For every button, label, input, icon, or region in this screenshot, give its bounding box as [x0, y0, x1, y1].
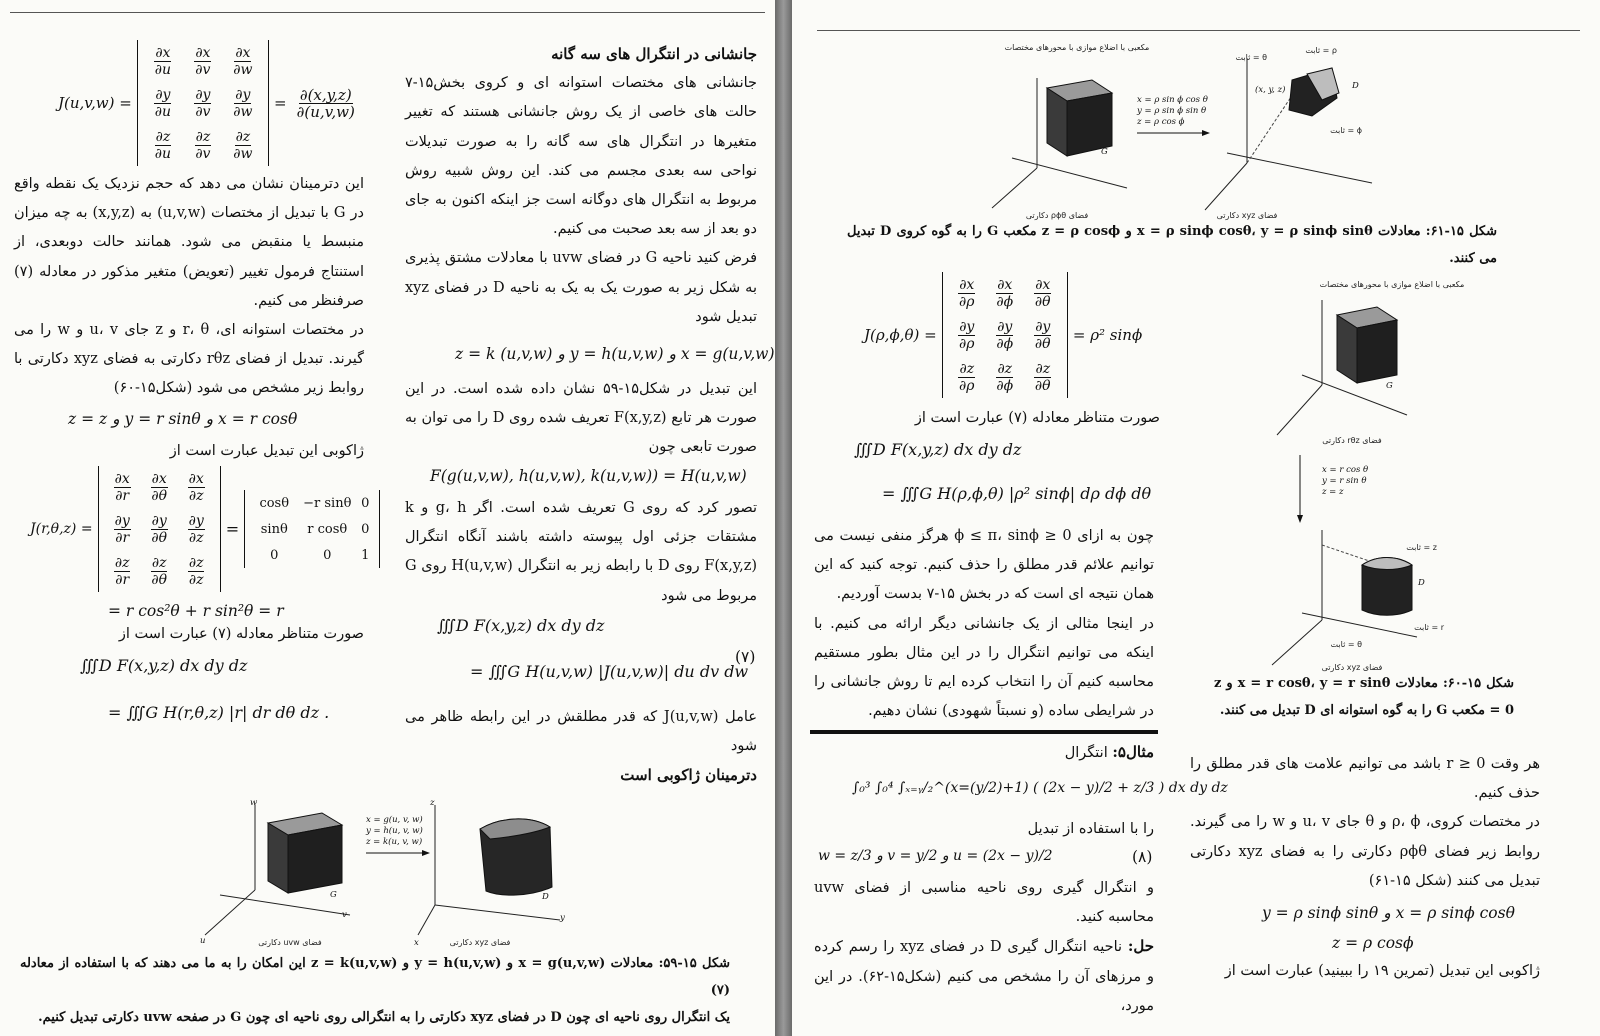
figure-15-60	[1262, 275, 1562, 675]
example-integral: ∫₀³ ∫₀⁴ ∫ₓ₌ᵧ/₂^(x=(y/2)+1) ( (2x − y)/2 + z/3 ) dx dy dz	[852, 780, 1228, 796]
example-label: مثال۵:	[1112, 743, 1154, 761]
example-text: انتگرال	[1064, 745, 1108, 761]
label-D: D	[1352, 81, 1359, 91]
paragraph: فرض کنید ناحیه G در فضای uvw با معادلات مشتق پذیری به شکل زیر به صورت یک به یک به ناحیه D در فضای xyz تبدیل شود	[405, 250, 758, 325]
equation-7-line2: = ∭G H(u,v,w) |J(u,v,w)| du dv dw	[470, 662, 749, 681]
partial-derivative: $\frac{\partial z}{\partial\theta}$	[151, 554, 167, 588]
space-xyz-label: فضای xyz دکارتی	[1216, 211, 1278, 220]
paragraph: در اینجا مثالی از یک جانشانی دیگر ارائه می کنیم. با اینکه می توانیم انتگرال را در این مثال بطور مستقیم محاسبه کنیم آن را انتخاب کرده ایم تا روش جانشانی را در شرایطی ساده (و نسبتاً شهودی) نشان دهیم.	[814, 615, 1154, 720]
paragraph: این تبدیل در شکل۱۵-۵۹ نشان داده شده است. در این صورت هر تابع F(x,y,z) تعریف شده روی D را می توان به صورت تابعی چون	[405, 381, 757, 456]
label-D: D	[542, 892, 549, 902]
jacobian-cylindrical: J(r,θ,z) = $\frac{\partial x}{\partial r}$ $\frac{\partial x}{\partial\theta}$ $\frac{\partial x}{\partial z}$ $\frac{\partial y}{\partial r}$ $\frac{\partial y}{\partial\theta}$ $\frac{\partial y}{\partial z}$ $\frac{\partial z}{\partial r}$ $\frac{\partial z}{\partial\theta}$ $\frac{\partial z}{\partial z}$ = cosθ −r sinθ 0 sinθ r cosθ 0 0 0 1	[30, 466, 380, 592]
partial-derivative: $\frac{\partial y}{\partial w}$	[233, 86, 253, 120]
partial-derivative: $\frac{\partial x}{\partial\theta}$	[151, 470, 167, 504]
partial-derivative: $\frac{\partial y}{\partial r}$	[114, 512, 130, 546]
paragraph: صورت متناظر معادله (۷) عبارت است از	[914, 410, 1160, 426]
caption-line: یک انتگرال روی ناحیه ای چون D در فضای xyz دکارتی را به انتگرالی روی ناحیه ای چون G در صفحه uvw دکارتی تبدیل کنیم.	[38, 1010, 730, 1025]
jacobian-rhs	[297, 87, 355, 120]
partial-derivative: $\frac{\partial z}{\partial u}$	[154, 128, 172, 162]
paragraph-block	[405, 494, 757, 611]
jacobian-values	[244, 490, 380, 568]
page-gutter	[775, 0, 792, 1036]
jacobian-matrix	[942, 272, 1068, 398]
const-theta: θ = ثابت	[1235, 53, 1267, 62]
paragraph-block	[14, 437, 364, 466]
partial-derivative: $\frac{\partial y}{\partial u}$	[154, 86, 172, 120]
space-uvw-label: فضای uvw دکارتی	[258, 938, 322, 947]
paragraph: ژاکوبی این تبدیل عبارت است از	[169, 443, 364, 459]
paragraph-block	[405, 375, 757, 463]
figure-note: مکعبی با اضلاع موازی با محورهای مختصات	[1004, 43, 1150, 52]
equation-number: (۸)	[1132, 848, 1153, 866]
matrix-entry: 0	[323, 547, 332, 563]
matrix-entry: 0	[361, 495, 370, 511]
equation-7-line1: ∭D F(x,y,z) dx dy dz	[437, 616, 605, 635]
jacobian-lhs: J(u,v,w) =	[58, 94, 132, 112]
space-xyz-label: فضای xyz دکارتی	[449, 938, 511, 947]
paragraph-block	[814, 522, 1154, 726]
paragraph-block	[405, 703, 757, 791]
partial-derivative: $\frac{\partial z}{\partial\rho}$	[959, 360, 975, 394]
partial-derivative: $\frac{\partial x}{\partial\theta}$	[1034, 276, 1051, 310]
matrix-entry: 0	[361, 521, 370, 537]
equation-sph-integral-1: ∭D F(x,y,z) dx dy dz	[854, 440, 1022, 459]
matrix-entry: 0	[270, 547, 279, 563]
paragraph	[814, 932, 1154, 1021]
jacobian-result: = r cos²θ + r sin²θ = r	[108, 602, 284, 620]
partial-derivative: $\frac{\partial y}{\partial\theta}$	[1034, 318, 1051, 352]
space-rtz-label: فضای rθz دکارتی	[1322, 436, 1382, 445]
section-title: جانشانی در انتگرال های سه گانه	[551, 45, 757, 63]
matrix-entry: 1	[361, 547, 370, 563]
mapping-line: z = ρ cos ϕ	[1137, 117, 1185, 127]
paragraph: ژاکوبی این تبدیل (تمرین ۱۹ را ببینید) عبارت است از	[1224, 963, 1540, 979]
partial-derivative: $\frac{\partial y}{\partial v}$	[195, 86, 211, 120]
label-G: G	[1386, 381, 1393, 391]
point-label: (x, y, z)	[1255, 85, 1286, 95]
paragraph: صورت متناظر معادله (۷) عبارت است از	[118, 626, 364, 642]
mapping-line: x = ρ sin ϕ cos θ	[1137, 95, 1208, 105]
paragraph-block	[14, 620, 364, 649]
jacobian-spherical	[864, 272, 1142, 398]
equation-8: w = z/3 و v = y/2 و u = (2x − y)/2	[818, 848, 1053, 864]
partial-derivative: $\frac{\partial x}{\partial\rho}$	[959, 276, 975, 310]
label-D: D	[1418, 578, 1425, 588]
figure-note: مکعبی با اضلاع موازی با محورهای مختصات	[1319, 280, 1465, 289]
mapping-line: x = g(u, v, w)	[366, 815, 423, 825]
jacobian-lhs: J(r,θ,z) =	[30, 521, 93, 537]
equation-cyl-integral-2: = ∭G H(r,θ,z) |r| dr dθ dz .	[108, 703, 330, 722]
partial-derivative: $\frac{\partial z}{\partial r}$	[114, 554, 130, 588]
space-rpt-label: فضای ρϕθ دکارتی	[1025, 211, 1089, 220]
partial-derivative: $\frac{\partial y}{\partial z}$	[188, 512, 204, 546]
paragraph: و انتگرال گیری روی ناحیه مناسبی از فضای uvw محاسبه کنید.	[814, 880, 1154, 926]
jacobian-rhs-den: ∂(u,v,w)	[296, 102, 355, 121]
label-G: G	[1101, 147, 1108, 157]
mapping-line: y = r sin θ	[1322, 476, 1367, 486]
matrix-entry: cosθ	[259, 495, 290, 511]
solution-label: حل:	[1127, 937, 1155, 956]
paragraph: عامل J(u,v,w) که قدر مطلقش در این رابطه ظاهر می شود	[405, 709, 757, 755]
mapping-line: z = z	[1322, 487, 1344, 497]
equation-sph-1: y = ρ sinϕ sinθ و x = ρ sinϕ cosθ	[1262, 904, 1515, 922]
solution-text: ناحیه انتگرال گیری D در فضای xyz را رسم کرده و مرزهای آن را مشخص می کنیم (شکل۱۵-۶۲). در این مورد،	[814, 939, 1155, 1014]
figure-15-61	[977, 38, 1497, 223]
paragraph-block	[1190, 750, 1540, 896]
const-theta: θ = ثابت	[1330, 640, 1362, 649]
partial-derivative: $\frac{\partial x}{\partial z}$	[188, 470, 204, 504]
header-rule	[817, 30, 1580, 31]
partial-derivative: $\frac{\partial x}{\partial\phi}$	[996, 276, 1014, 310]
axis-w-label: w	[250, 798, 258, 808]
axis-v-label: v	[342, 910, 347, 920]
matrix-entry: −r sinθ	[303, 495, 352, 511]
figure-15-59	[190, 795, 600, 955]
mapping-line: x = r cos θ	[1322, 465, 1369, 475]
equation-number: (۷)	[735, 648, 756, 666]
paragraph: در مختصات استوانه ای، r، θ و z جای u، v و w را می گیرند. تبدیل از فضای rθz دکارتی به فضای xyz دکارتی با روابط زیر مشخص می شود (شکل۱۵-۶۰)	[14, 322, 364, 397]
mapping-line: z = k(u, v, w)	[366, 837, 423, 847]
partial-derivative: $\frac{\partial z}{\partial w}$	[233, 128, 253, 162]
jacobian-matrix	[98, 466, 221, 592]
caption-15-60: شکل ۱۵-۶۰: معادلات x = r cosθ، y = r sinθ و z = 0 مکعب G را به گوه استوانه ای D تبدیل می کنند.	[1214, 676, 1514, 718]
axis-y-label: y	[560, 913, 565, 923]
partial-derivative: $\frac{\partial z}{\partial\phi}$	[996, 360, 1014, 394]
equation-compose: F(g(u,v,w), h(u,v,w), k(u,v,w)) = H(u,v,w)	[430, 467, 747, 485]
partial-derivative: $\frac{\partial y}{\partial\theta}$	[151, 512, 167, 546]
axis-u-label: u	[200, 936, 206, 946]
axis-x-label: x	[414, 938, 419, 948]
caption-15-61: شکل ۱۵-۶۱: معادلات x = ρ sinϕ cosθ، y = ρ sinϕ sinθ و z = ρ cosϕ مکعب G را به گوه کروی D تبدیل می کنند.	[847, 224, 1497, 266]
equation-transform: z = k (u,v,w) و y = h(u,v,w) و x = g(u,v,w)	[455, 345, 775, 363]
paragraph: این دترمینان نشان می دهد که حجم نزدیک یک نقطه واقع در G با تبدیل از مختصات (u,v,w) به (x,y,z) به چه میزان منبسط یا منقبض می شود. همانند حالت دوبعدی، از استنتاج فرمول تغییر (تعویض) متغیر مذکور در معادله (۷) صرفنظر می کنیم.	[14, 176, 364, 309]
partial-derivative: $\frac{\partial y}{\partial\phi}$	[996, 318, 1014, 352]
equation-cyl-integral-1: ∭D F(x,y,z) dx dy dz	[80, 656, 248, 675]
partial-derivative: $\frac{\partial z}{\partial z}$	[188, 554, 204, 588]
caption-line: شکل ۱۵-۵۹: معادلات x = g(u,v,w) و y = h(u,v,w) و z = k(u,v,w) این امکان را به ما می دهند که با استفاده از معادله (۷)	[20, 956, 730, 998]
partial-derivative: $\frac{\partial x}{\partial r}$	[114, 470, 130, 504]
const-phi: ϕ = ثابت	[1330, 126, 1362, 135]
jacobian-lhs: J(ρ,ϕ,θ) =	[864, 326, 937, 344]
label-G: G	[330, 890, 337, 900]
paragraph-block	[814, 874, 1154, 1021]
paragraph-block	[814, 815, 1154, 844]
partial-derivative: $\frac{\partial z}{\partial v}$	[195, 128, 211, 162]
const-z: z = ثابت	[1406, 543, 1437, 552]
paragraph: هر وقت r ≥ 0 باشد می توانیم علامت های قدر مطلق را حذف کنیم.	[1190, 756, 1540, 802]
example-rule	[810, 730, 1158, 734]
right-page	[792, 0, 1600, 1036]
paragraph: جانشانی های مختصات استوانه ای و کروی بخش۱۵-۷ حالت های خاصی از یک روش جانشانی هستند که تغییر متغیرها در انتگرال های سه گانه را به صورت تبدیلات نواحی سه بعدی مجسم می کند. این روش شبیه روش مربوط به انتگرال های دوگانه است جز اینکه اکنون به جای دو بعد از سه بعد صحبت می کنیم.	[405, 75, 757, 238]
paragraph-block	[1190, 957, 1540, 986]
equation-sph-2: z = ρ cosϕ	[1332, 934, 1414, 952]
partial-derivative: $\frac{\partial x}{\partial w}$	[233, 44, 253, 78]
partial-derivative: $\frac{\partial x}{\partial u}$	[154, 44, 172, 78]
paragraph: چون به ازای 0 ≤ ϕ ≤ π، sinϕ هرگز منفی نیست می توانیم علائم قدر مطلق را حذف کنیم. توجه کنید که این همان نتیجه ای است که در بخش ۱۵-۷ بدست آوردیم.	[814, 528, 1154, 603]
const-r: r = ثابت	[1414, 623, 1444, 632]
partial-derivative: $\frac{\partial x}{\partial v}$	[195, 44, 211, 78]
partial-derivative: $\frac{\partial z}{\partial\theta}$	[1034, 360, 1051, 394]
example-heading	[814, 738, 1154, 768]
caption-15-59	[20, 950, 730, 1031]
paragraph-block	[820, 404, 1160, 433]
left-page	[0, 0, 775, 1036]
mapping-line: y = ρ sin ϕ sin θ	[1137, 106, 1207, 116]
left-right-column	[405, 40, 757, 332]
paragraph: را با استفاده از تبدیل	[1027, 821, 1154, 837]
jacobian-rhs-num: ∂(x,y,z)	[299, 85, 352, 104]
matrix-entry: sinθ	[260, 521, 288, 537]
paragraph-bold: دترمینان ژاکوبی است	[620, 766, 757, 785]
jacobian-rhs: = ρ² sinϕ	[1072, 326, 1143, 344]
matrix-entry: r cosθ	[307, 521, 348, 537]
partial-derivative: $\frac{\partial y}{\partial\rho}$	[959, 318, 975, 352]
space-xyz-label: فضای xyz دکارتی	[1321, 663, 1383, 672]
equation-sph-integral-2: = ∭G H(ρ,ϕ,θ) |ρ² sinϕ| dρ dϕ dθ	[882, 484, 1152, 503]
jacobian-matrix	[137, 40, 269, 166]
jacobian-uvw: J(u,v,w) = $\frac{\partial x}{\partial u}$ $\frac{\partial x}{\partial v}$ $\frac{\partial x}{\partial w}$ $\frac{\partial y}{\partial u}$ $\frac{\partial y}{\partial v}$ $\frac{\partial y}{\partial w}$ $\frac{\partial z}{\partial u}$ $\frac{\partial z}{\partial v}$ $\frac{\partial z}{\partial w}$ = $\frac{\partial(x,y,z)}{\partial(u,v,w)}$	[58, 40, 360, 166]
paragraph: در مختصات کروی، ρ، ϕ و θ جای u، v و w را می گیرند. روابط زیر فضای ρϕθ دکارتی را به فضای xyz دکارتی تبدیل می کنند (شکل ۱۵-۶۱)	[1190, 814, 1540, 889]
axis-z-label: z	[430, 798, 435, 808]
const-rho: ρ = ثابت	[1305, 46, 1337, 55]
equation-cylindrical: z = z و y = r sinθ و x = r cosθ	[68, 410, 298, 428]
left-left-column	[14, 170, 364, 404]
paragraph: تصور کرد که روی G تعریف شده است. اگر g، h و k مشتقات جزئی اول پیوسته داشته باشند آنگاه انتگرال F(x,y,z) روی D با رابطه زیر به انتگرال H(u,v,w) روی G مربوط می شود	[405, 500, 758, 604]
header-rule	[10, 12, 765, 13]
mapping-line: y = h(u, v, w)	[366, 826, 423, 836]
